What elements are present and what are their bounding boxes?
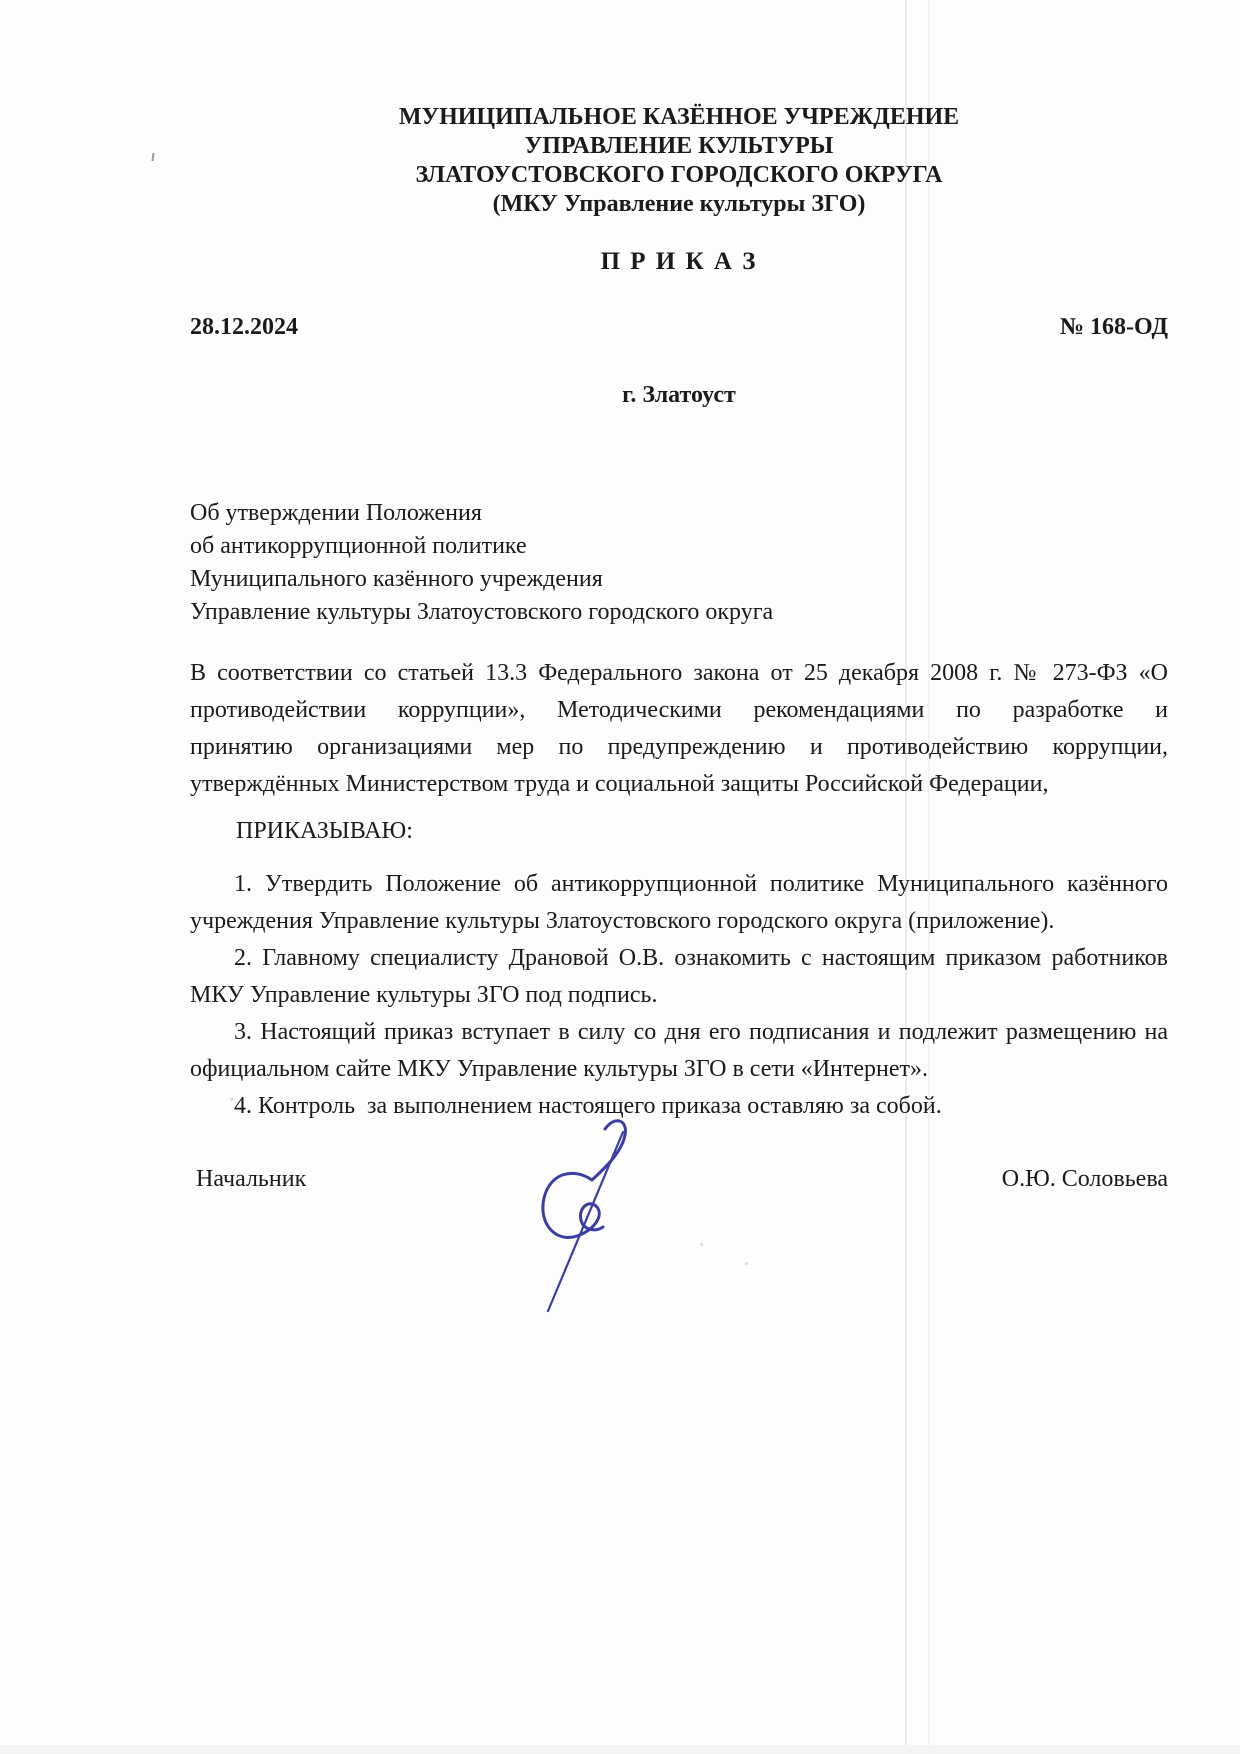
city-line: г. Златоуст [622, 382, 736, 408]
org-name-line: УПРАВЛЕНИЕ КУЛЬТУРЫ [524, 133, 834, 159]
document-type-title: П Р И К А З [600, 248, 758, 275]
resolution-word: ПРИКАЗЫВАЮ: [236, 818, 413, 844]
subject-line: Муниципального казённого учреждения [190, 566, 603, 592]
subject-line: Управление культуры Златоустовского городского округа [190, 599, 774, 625]
org-name-line: МУНИЦИПАЛЬНОЕ КАЗЁННОЕ УЧРЕЖДЕНИЕ [398, 104, 960, 130]
scan-edge [0, 1745, 1240, 1754]
order-item-3: 3. Настоящий приказ вступает в силу со дня его подписания и подлежит размещению на официальном сайте МКУ Управление культуры ЗГО в сети «Интернет». [190, 1019, 1174, 1082]
org-name-line: ЗЛАТОУСТОВСКОГО ГОРОДСКОГО ОКРУГА [415, 162, 943, 188]
preamble-line: противодействии коррупции», Методическими рекомендациями по разработке и [190, 697, 1168, 723]
signer-position: Начальник [196, 1166, 307, 1192]
preamble-line: В соответствии со статьей 13.3 Федерального закона от 25 декабря 2008 г. № 273-ФЗ «О [190, 660, 1168, 686]
preamble-line: утверждённых Министерством труда и социальной защиты Российской Федерации, [190, 771, 1049, 797]
signer-name: О.Ю. Соловьева [1001, 1166, 1168, 1192]
org-short-name: (МКУ Управление культуры ЗГО) [492, 191, 866, 217]
order-item-2: 2. Главному специалисту Драновой О.В. ознакомить с настоящим приказом работников МКУ Управление культуры ЗГО под подпись. [190, 945, 1174, 1008]
preamble-paragraph [190, 655, 1168, 803]
scan-speck [151, 153, 154, 161]
preamble-line: принятию организациями мер по предупреждению и противодействию коррупции, [190, 734, 1168, 760]
subject-line: Об утверждении Положения [190, 500, 482, 526]
subject-block [190, 497, 1168, 629]
scan-speck [700, 1243, 703, 1246]
subject-line: об антикоррупционной политике [190, 533, 527, 559]
document-number: № 168-ОД [1059, 314, 1168, 340]
document-date: 28.12.2024 [190, 314, 298, 340]
order-item-1: 1. Утвердить Положение об антикоррупционной политике Муниципального казённого учреждения Управление культуры Златоустовского городского округа (приложение). [190, 871, 1174, 934]
organization-header [190, 103, 1168, 219]
order-item-4: 4. Контроль за выполнением настоящего приказа оставляю за собой. [234, 1093, 942, 1119]
scan-speck [745, 1262, 748, 1265]
handwritten-signature-ink [455, 1115, 655, 1335]
order-items [190, 866, 1174, 1125]
date-number-row [190, 314, 1168, 341]
